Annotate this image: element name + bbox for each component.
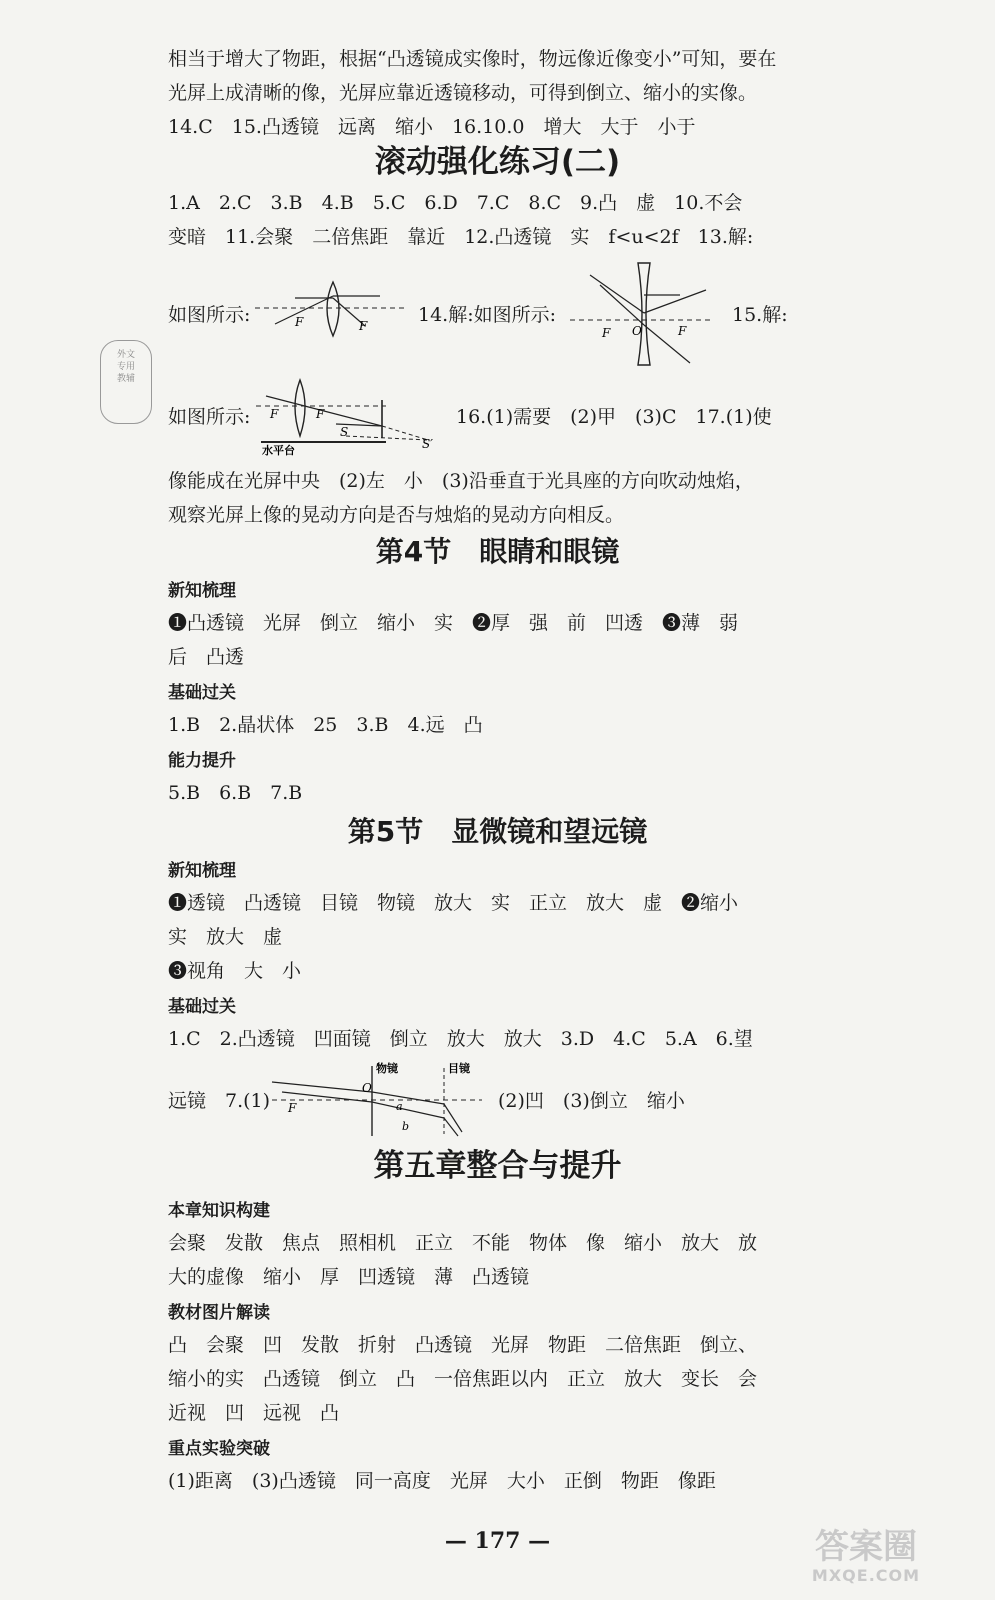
fig7-ray-b: b <box>402 1120 410 1133</box>
q15-prefix: 15.解: <box>732 304 788 326</box>
fig14-focus-left: F <box>602 326 611 340</box>
fig15-image-s-prime: S′ <box>422 437 433 451</box>
watermark-main: 答案圈 <box>815 1527 917 1567</box>
sec5-new-knowledge-line-3: ❸视角 大 小 <box>168 960 302 982</box>
sec4-label-basic: 基础过关 <box>168 683 236 703</box>
fig7-optical-center: O <box>362 1081 372 1095</box>
rolling-line-5: 像能成在光屏中央 (2)左 小 (3)沿垂直于光具座的方向吹动烛焰， <box>168 470 754 492</box>
page-number: — 177 — <box>444 1528 551 1554</box>
watermark-logo <box>761 1528 971 1590</box>
answers-14-16: 14.C 15.凸透镜 远离 缩小 16.10.0 增大 大于 小于 <box>168 116 696 138</box>
fig13-convex-lens-diagram <box>255 278 405 346</box>
sec4-label-ability: 能力提升 <box>168 751 236 771</box>
ch5-label-textbook-figures: 教材图片解读 <box>168 1303 270 1323</box>
ch5-construction-line-1: 会聚 发散 焦点 照相机 正立 不能 物体 像 缩小 放大 放 <box>168 1232 758 1254</box>
rolling-line-6: 观察光屏上像的晃动方向是否与烛焰的晃动方向相反。 <box>168 504 625 526</box>
rolling-practice-title: 滚动强化练习(二) <box>374 144 621 180</box>
section-5-title: 第5节 显微镜和望远镜 <box>347 815 648 848</box>
fig15-focus-right: F <box>316 407 325 421</box>
rolling-line-1: 1.A 2.C 3.B 4.B 5.C 6.D 7.C 8.C 9.凸 虚 10.不会 <box>168 192 743 214</box>
intro-line-1: 相当于增大了物距，根据“凸透镜成实像时，物远像近像变小”可知，要在 <box>168 48 777 70</box>
fig14-concave-lens-diagram <box>570 255 710 370</box>
ch5-label-key-experiments: 重点实验突破 <box>168 1439 270 1459</box>
fig7-objective-label: 物镜 <box>376 1062 398 1075</box>
fig13-focus-right: F <box>359 319 368 333</box>
ch5-label-knowledge-construction: 本章知识构建 <box>168 1201 270 1221</box>
fig7-eyepiece-label: 目镜 <box>448 1062 470 1075</box>
q14-prefix: 14.解:如图所示: <box>418 304 557 326</box>
ch5-figures-line-1: 凸 会聚 凹 发散 折射 凸透镜 光屏 物距 二倍焦距 倒立、 <box>168 1334 758 1356</box>
sec5-new-knowledge-line-2: 实 放大 虚 <box>168 926 283 948</box>
ch5-figures-line-2: 缩小的实 凸透镜 倒立 凸 一倍焦距以内 正立 放大 变长 会 <box>168 1368 758 1390</box>
fig7-suffix: (2)凹 (3)倒立 缩小 <box>498 1090 685 1112</box>
fig13-focus-left: F <box>295 315 304 329</box>
sec5-label-basic: 基础过关 <box>168 997 236 1017</box>
fig7-prefix: 远镜 7.(1) <box>168 1090 271 1112</box>
fig15-focus-left: F <box>270 407 279 421</box>
sec4-new-knowledge-line-2: 后 凸透 <box>168 646 245 668</box>
watermark-sub: MXQE.COM <box>811 1566 921 1585</box>
fig7-focus: F <box>288 1101 297 1115</box>
fig15-prefix: 如图所示: <box>168 406 251 428</box>
fig15-source-s: S <box>340 425 349 439</box>
sec5-basic-line-1: 1.C 2.凸透镜 凹面镜 倒立 放大 放大 3.D 4.C 5.A 6.望 <box>168 1028 753 1050</box>
fig13-prefix: 如图所示: <box>168 304 251 326</box>
sec4-new-knowledge-line-1: ❶凸透镜 光屏 倒立 缩小 实 ❷厚 强 前 凹透 ❸薄 弱 <box>168 612 739 634</box>
section-4-title: 第4节 眼睛和眼镜 <box>375 535 620 568</box>
ch5-construction-line-2: 大的虚像 缩小 厚 凹透镜 薄 凸透镜 <box>168 1266 530 1288</box>
sec5-label-new-knowledge: 新知梳理 <box>168 861 236 881</box>
fig14-optical-center: O <box>632 324 642 338</box>
intro-line-2: 光屏上成清晰的像，光屏应靠近透镜移动，可得到倒立、缩小的实像。 <box>168 82 758 104</box>
fig15-table-label: 水平台 <box>262 444 295 457</box>
chapter-5-title: 第五章整合与提升 <box>373 1148 622 1184</box>
ch5-experiments-line-1: (1)距离 (3)凸透镜 同一高度 光屏 大小 正倒 物距 像距 <box>168 1470 716 1492</box>
fig7-ray-a: a <box>396 1100 403 1113</box>
fig7-telescope-diagram <box>272 1058 482 1140</box>
fig15-lens-mirror-diagram <box>256 376 436 457</box>
library-stamp: 外文 专用 教辅 <box>100 340 152 424</box>
sec4-ability-line-1: 5.B 6.B 7.B <box>168 782 303 804</box>
answers-16-17: 16.(1)需要 (2)甲 (3)C 17.(1)使 <box>456 406 772 428</box>
fig14-focus-right: F <box>678 324 687 338</box>
rolling-line-2: 变暗 11.会聚 二倍焦距 靠近 12.凸透镜 实 f<u<2f 13.解: <box>168 226 754 248</box>
ch5-figures-line-3: 近视 凹 远视 凸 <box>168 1402 340 1424</box>
sec4-basic-line-1: 1.B 2.晶状体 25 3.B 4.远 凸 <box>168 714 483 736</box>
sec4-label-new-knowledge: 新知梳理 <box>168 581 236 601</box>
sec5-new-knowledge-line-1: ❶透镜 凸透镜 目镜 物镜 放大 实 正立 放大 虚 ❷缩小 <box>168 892 739 914</box>
